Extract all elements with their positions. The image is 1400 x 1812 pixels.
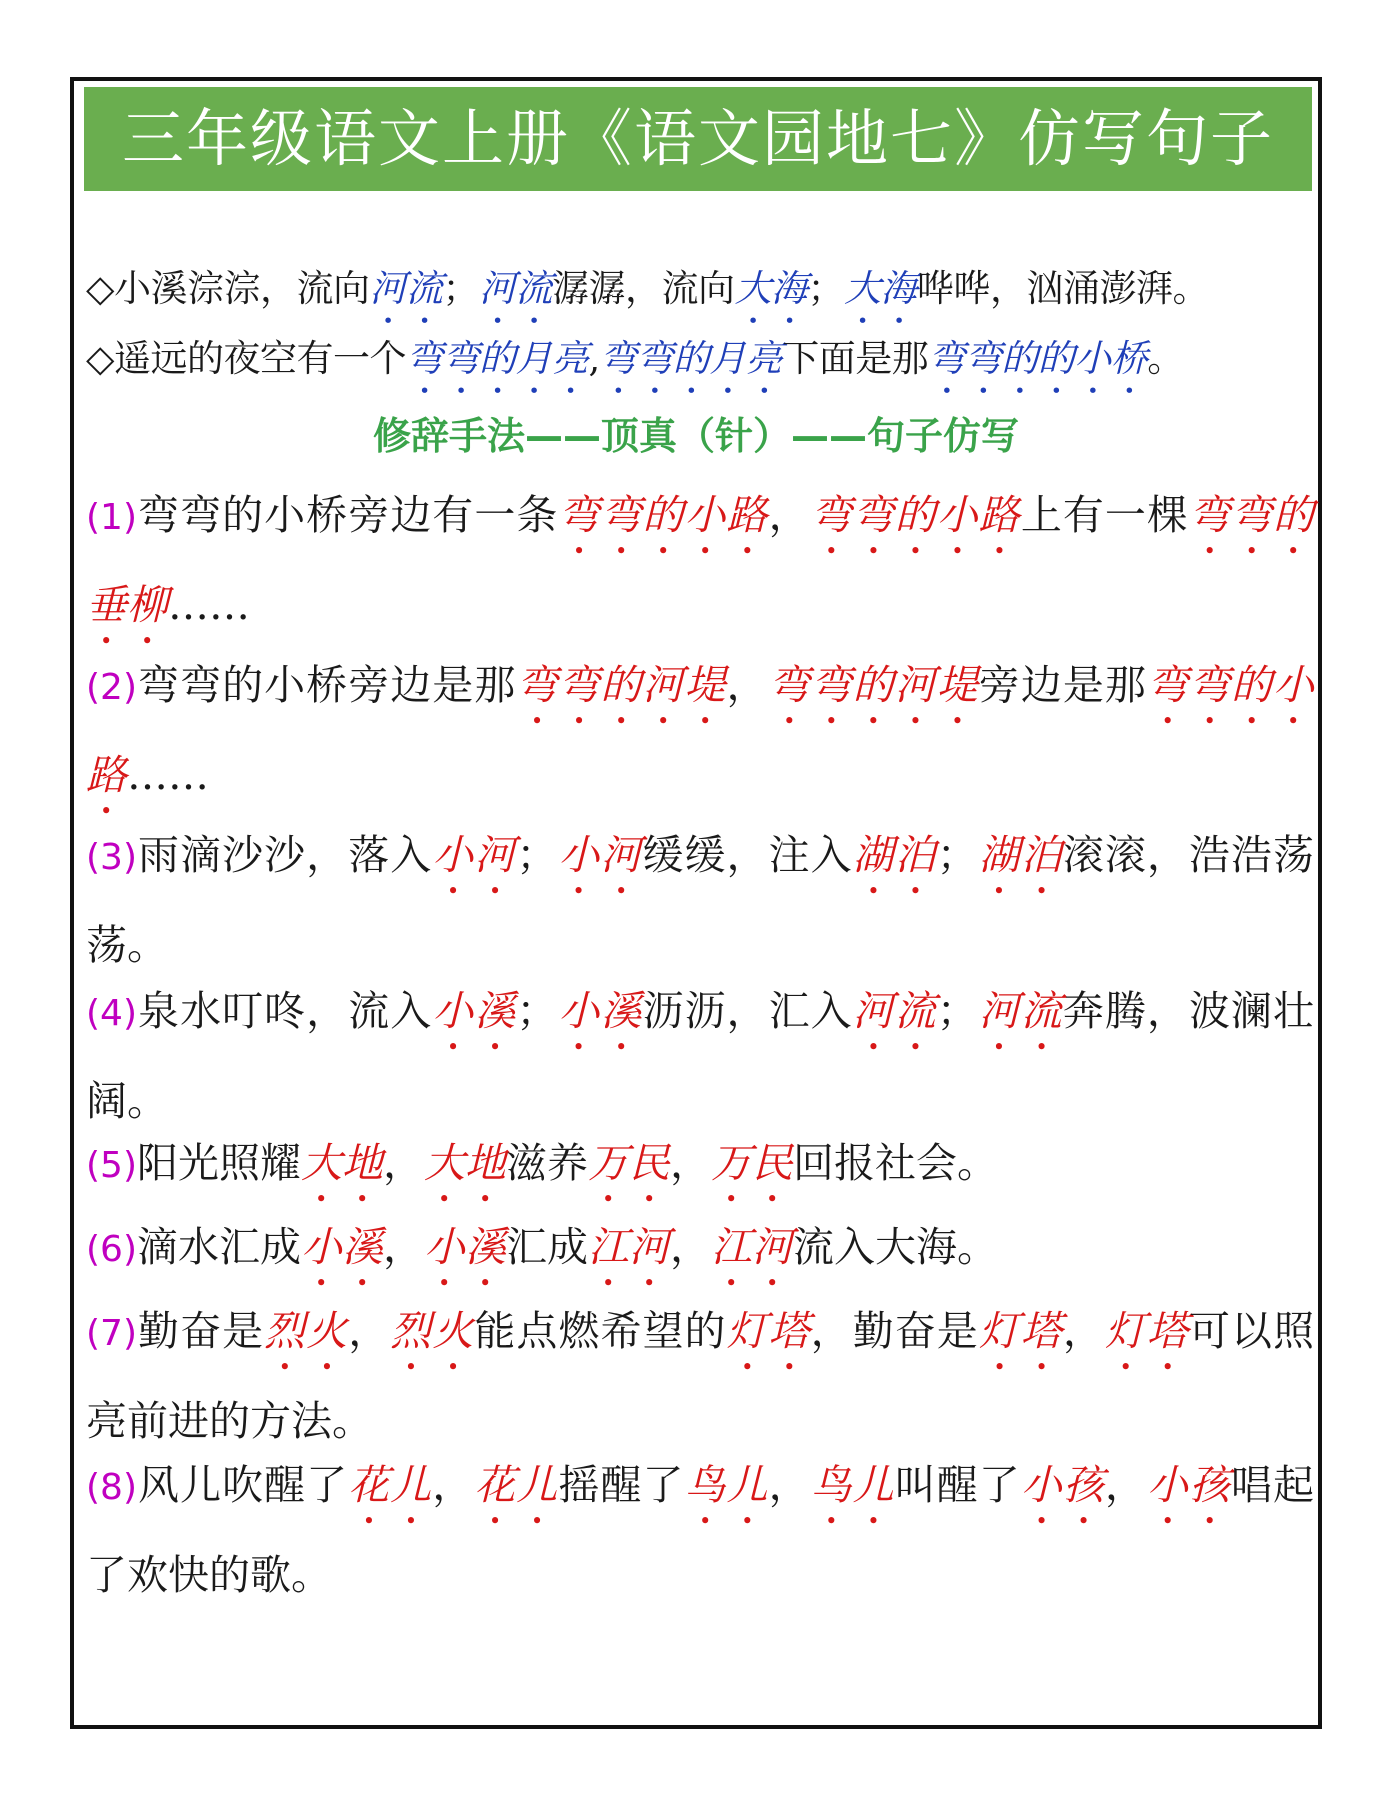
sentence-text: 上有一棵 <box>1020 491 1189 539</box>
item-number: (5) <box>86 1145 137 1186</box>
sentence-text: ， <box>670 1139 711 1187</box>
highlighted-phrase: 灯塔 <box>726 1307 811 1355</box>
item-number: (6) <box>86 1229 137 1270</box>
highlighted-phrase: 小溪 <box>301 1223 383 1271</box>
exercise-item <box>86 969 1314 1143</box>
highlighted-phrase: 小溪 <box>424 1223 506 1271</box>
sentence-text: 遥远的夜空有一个 <box>113 337 406 380</box>
highlighted-phrase: 小溪 <box>432 987 517 1035</box>
highlighted-phrase: 江河 <box>588 1223 670 1271</box>
sentence-text: …… <box>168 581 250 629</box>
sentence-text: 可以照亮前进的方法。 <box>86 1307 1315 1445</box>
highlighted-phrase: 万民 <box>711 1139 793 1187</box>
sentence-text: 弯弯的小桥旁边是那 <box>137 661 517 709</box>
sentence-text: 旁边是那 <box>978 661 1147 709</box>
highlighted-phrase: 河流 <box>977 987 1063 1035</box>
sentence-text: 泉水叮咚，流入 <box>137 987 433 1035</box>
item-number: (8) <box>86 1467 137 1508</box>
sentence-text: 潺潺，流向 <box>551 267 735 310</box>
highlighted-phrase: 弯弯的月亮 <box>405 337 589 380</box>
highlighted-phrase: 大地 <box>424 1139 506 1187</box>
sentence-text: ； <box>442 267 479 310</box>
sentence-text: 哗哗，汹涌澎湃。 <box>916 267 1209 310</box>
sentence-text: ； <box>516 831 558 879</box>
highlighted-phrase: 河流 <box>852 987 937 1035</box>
highlighted-phrase: 鸟儿 <box>684 1461 769 1509</box>
highlighted-phrase: 弯弯的垂柳 <box>86 491 1315 629</box>
sentence-text: 汇成 <box>506 1223 588 1271</box>
sentence-text: 风儿吹醒了 <box>137 1461 349 1509</box>
sentence-text: ； <box>936 831 978 879</box>
highlighted-phrase: 湖泊 <box>977 831 1063 879</box>
highlighted-phrase: 弯弯的的小桥 <box>928 337 1148 380</box>
sentence-text: 滴水汇成 <box>137 1223 301 1271</box>
sentence-text: ， <box>1062 1307 1105 1355</box>
sentence-text: ， <box>768 1461 811 1509</box>
highlighted-phrase: 烈火 <box>390 1307 475 1355</box>
sentence-text: 能点燃希望的 <box>474 1307 727 1355</box>
exercise-item <box>86 1443 1314 1617</box>
highlighted-phrase: 大海 <box>843 267 917 310</box>
item-number: (3) <box>86 837 137 878</box>
sentence-text: 小溪淙淙，流向 <box>113 267 370 310</box>
sentence-text: ； <box>807 267 844 310</box>
sentence-text: ， <box>383 1139 424 1187</box>
title-banner <box>84 87 1312 191</box>
highlighted-phrase: 河流 <box>369 267 443 310</box>
highlighted-phrase: 小孩 <box>1146 1461 1232 1509</box>
sentence-text: ，勤奋是 <box>810 1307 979 1355</box>
sentence-text: ， <box>768 491 811 539</box>
example-sentence <box>86 334 1184 402</box>
highlighted-phrase: 江河 <box>711 1223 793 1271</box>
section-subheading: 修辞手法——顶真（针）——句子仿写 <box>372 414 1019 458</box>
highlighted-phrase: 小溪 <box>557 987 643 1035</box>
highlighted-phrase: 鸟儿 <box>810 1461 895 1509</box>
sentence-text: 阳光照耀 <box>137 1139 301 1187</box>
sentence-text: 回报社会。 <box>793 1139 998 1187</box>
sentence-text: …… <box>127 751 209 799</box>
sentence-text: 奔腾，波澜壮阔。 <box>86 987 1315 1125</box>
sentence-text: 弯弯的小桥旁边有一条 <box>137 491 559 539</box>
item-number: (4) <box>86 993 137 1034</box>
diamond-bullet-icon: ◇ <box>86 337 114 380</box>
highlighted-phrase: 大地 <box>301 1139 383 1187</box>
sentence-text: 叫醒了 <box>894 1461 1021 1509</box>
exercise-item <box>86 643 1314 823</box>
sentence-text: ， <box>383 1223 424 1271</box>
sentence-text: 勤奋是 <box>137 1307 265 1355</box>
sentence-text: 雨滴沙沙，落入 <box>137 831 433 879</box>
diamond-bullet-icon: ◇ <box>86 267 114 310</box>
highlighted-phrase: 小河 <box>557 831 643 879</box>
highlighted-phrase: 小孩 <box>1020 1461 1105 1509</box>
sentence-text: 唱起了欢快的歌。 <box>86 1461 1315 1599</box>
highlighted-phrase: 弯弯的河堤 <box>516 661 727 709</box>
highlighted-phrase: 小河 <box>432 831 517 879</box>
highlighted-phrase: 花儿 <box>348 1461 433 1509</box>
sentence-text: ； <box>516 987 558 1035</box>
highlighted-phrase: 灯塔 <box>978 1307 1063 1355</box>
highlighted-phrase: 烈火 <box>264 1307 349 1355</box>
sentence-text: ； <box>936 987 978 1035</box>
highlighted-phrase: 大海 <box>734 267 808 310</box>
exercise-item <box>86 813 1314 987</box>
exercise-item <box>86 1205 1314 1295</box>
sentence-text: , <box>588 337 600 380</box>
highlighted-phrase: 弯弯的小路 <box>810 491 1021 539</box>
worksheet-frame <box>70 77 1322 1729</box>
item-number: (7) <box>86 1313 137 1354</box>
highlighted-phrase: 弯弯的月亮 <box>599 337 783 380</box>
sentence-text: 滚滚，浩浩荡荡。 <box>86 831 1315 969</box>
highlighted-phrase: 河流 <box>478 267 552 310</box>
sentence-text: 缓缓，注入 <box>642 831 853 879</box>
highlighted-phrase: 花儿 <box>474 1461 559 1509</box>
highlighted-phrase: 灯塔 <box>1104 1307 1190 1355</box>
sentence-text: 流入大海。 <box>793 1223 998 1271</box>
item-number: (1) <box>86 497 137 538</box>
sentence-text: 。 <box>1147 337 1184 380</box>
item-number: (2) <box>86 667 137 708</box>
exercise-item <box>86 473 1314 653</box>
highlighted-phrase: 湖泊 <box>852 831 937 879</box>
highlighted-phrase: 万民 <box>588 1139 670 1187</box>
example-sentence <box>86 264 1209 332</box>
sentence-text: 下面是那 <box>782 337 929 380</box>
sentence-text: 沥沥，汇入 <box>642 987 853 1035</box>
sentence-text: 摇醒了 <box>558 1461 685 1509</box>
sentence-text: ， <box>726 661 769 709</box>
highlighted-phrase: 弯弯的小路 <box>558 491 769 539</box>
page-title: 三年级语文上册《语文园地七》仿写句子 <box>121 102 1274 175</box>
exercise-item <box>86 1121 1314 1211</box>
highlighted-phrase: 弯弯的小路 <box>86 661 1315 799</box>
sentence-text: ， <box>348 1307 391 1355</box>
sentence-text: ， <box>670 1223 711 1271</box>
highlighted-phrase: 弯弯的河堤 <box>768 661 979 709</box>
exercise-item <box>86 1289 1314 1463</box>
sentence-text: ， <box>432 1461 475 1509</box>
sentence-text: ， <box>1104 1461 1147 1509</box>
sentence-text: 滋养 <box>506 1139 588 1187</box>
